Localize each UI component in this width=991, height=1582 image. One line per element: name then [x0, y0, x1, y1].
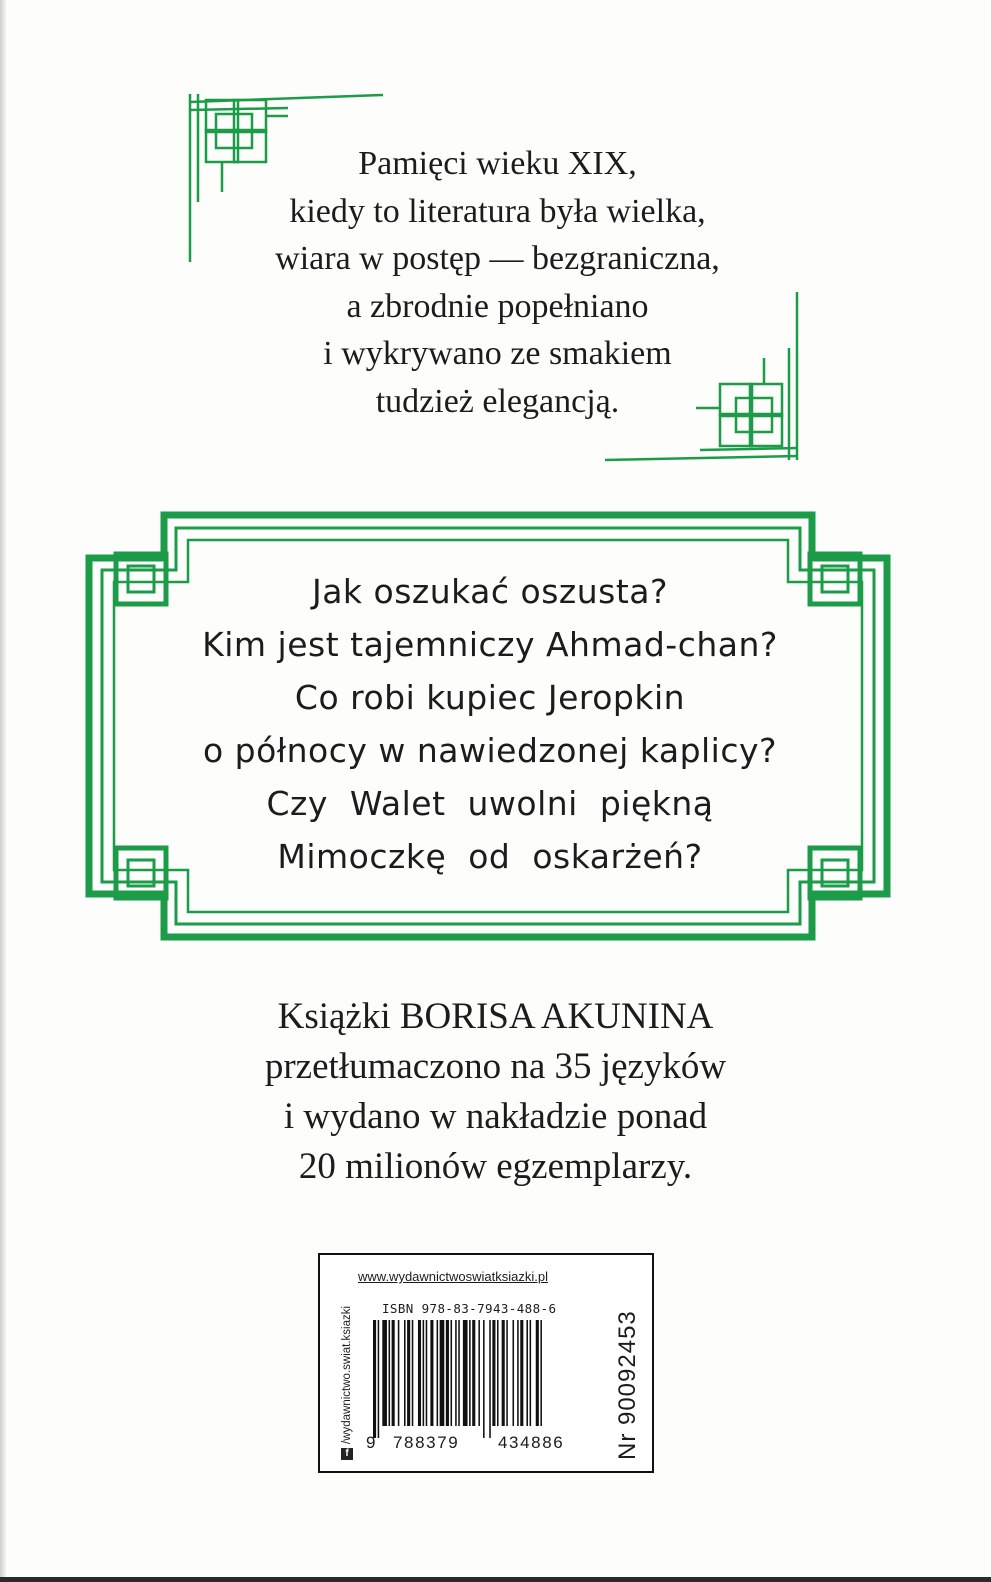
barcode: [367, 1320, 599, 1442]
barcode-bar: [423, 1320, 425, 1426]
barcode-bar: [483, 1320, 485, 1438]
question-line: Czy Walet uwolni piękną: [266, 784, 714, 823]
barcode-bar: [373, 1320, 376, 1438]
barcode-bar: [440, 1320, 445, 1426]
barcode-bar: [520, 1320, 523, 1426]
facebook-icon: f: [341, 1448, 353, 1460]
question-line: Mimoczkę od oskarżeń?: [277, 837, 703, 876]
barcode-bar: [437, 1320, 439, 1426]
dedication-line: i wykrywano ze smakiem: [323, 335, 672, 372]
order-number: [608, 1266, 648, 1460]
barcode-bar: [506, 1320, 508, 1426]
publisher-url: www.wydawnictwoswiatksiazki.pl: [358, 1269, 548, 1284]
dedication-line: a zbrodnie popełniano: [346, 287, 649, 325]
author-info: [180, 992, 811, 1192]
barcode-bar: [463, 1320, 468, 1426]
facebook-text: /wydawnictwo.swiat.ksiazki: [341, 1305, 353, 1444]
barcode-bar: [536, 1320, 539, 1426]
barcode-bar: [418, 1320, 421, 1426]
order-number-text: Nr 90092453: [614, 1310, 641, 1460]
barcode-bar: [426, 1320, 428, 1426]
ean-left-digits: 788379: [393, 1433, 460, 1452]
barcode-bar: [478, 1320, 480, 1426]
question-line: Co robi kupiec Jeropkin: [294, 678, 686, 717]
dedication-line: kiedy to literatura była wielka,: [289, 192, 706, 230]
barcode-bar: [530, 1320, 532, 1426]
bottom-edge: [0, 1577, 991, 1582]
book-edge-shadow: [0, 0, 6, 1582]
barcode-bar: [497, 1320, 499, 1426]
barcode-bar: [526, 1320, 528, 1426]
barcode-bar: [451, 1320, 453, 1426]
barcode-bar: [382, 1320, 387, 1426]
barcode-bar: [398, 1320, 400, 1426]
barcode-bar: [430, 1320, 433, 1426]
dedication-text: [220, 140, 775, 425]
barcode-bar: [458, 1320, 460, 1426]
barcode-bar: [489, 1320, 491, 1438]
barcode-bar: [502, 1320, 505, 1426]
barcode-bar: [392, 1320, 395, 1426]
dedication-line: Pamięci wieku XIX,: [358, 145, 637, 182]
barcode-bar: [469, 1320, 471, 1426]
question-line: Jak oszukać oszusta?: [311, 572, 669, 611]
dedication-line: wiara w postęp — bezgraniczna,: [275, 240, 720, 277]
barcode-bar: [407, 1320, 410, 1426]
blurb-questions: [160, 565, 820, 883]
isbn-text: ISBN 978-83-7943-488-6: [382, 1301, 557, 1316]
barcode-bar: [540, 1320, 542, 1426]
barcode-bar: [472, 1320, 475, 1426]
barcode-bar: [492, 1320, 495, 1426]
info-line: 20 milionów egzemplarzy.: [298, 1146, 693, 1187]
barcode-bar: [389, 1320, 391, 1426]
ean-right-digits: 434886: [498, 1433, 565, 1452]
question-line: Kim jest tajemniczy Ahmad-chan?: [202, 625, 778, 664]
barcode-bar: [513, 1320, 515, 1426]
info-line: przetłumaczono na 35 języków: [264, 1046, 727, 1087]
barcode-bar: [412, 1320, 414, 1426]
ean-first-digit: 9: [366, 1433, 378, 1452]
question-line: o północy w nawiedzonej kaplicy?: [202, 731, 778, 770]
barcode-bar: [446, 1320, 449, 1426]
dedication-line: tudzież elegancją.: [375, 382, 620, 420]
info-line: i wydano w nakładzie ponad: [283, 1096, 708, 1137]
info-line: Książki BORISA AKUNINA: [277, 996, 714, 1037]
facebook-link: [336, 1266, 358, 1460]
barcode-bar: [378, 1320, 380, 1438]
barcode-bar: [404, 1320, 406, 1426]
barcode-bar: [517, 1320, 519, 1426]
barcode-bar: [455, 1320, 457, 1426]
